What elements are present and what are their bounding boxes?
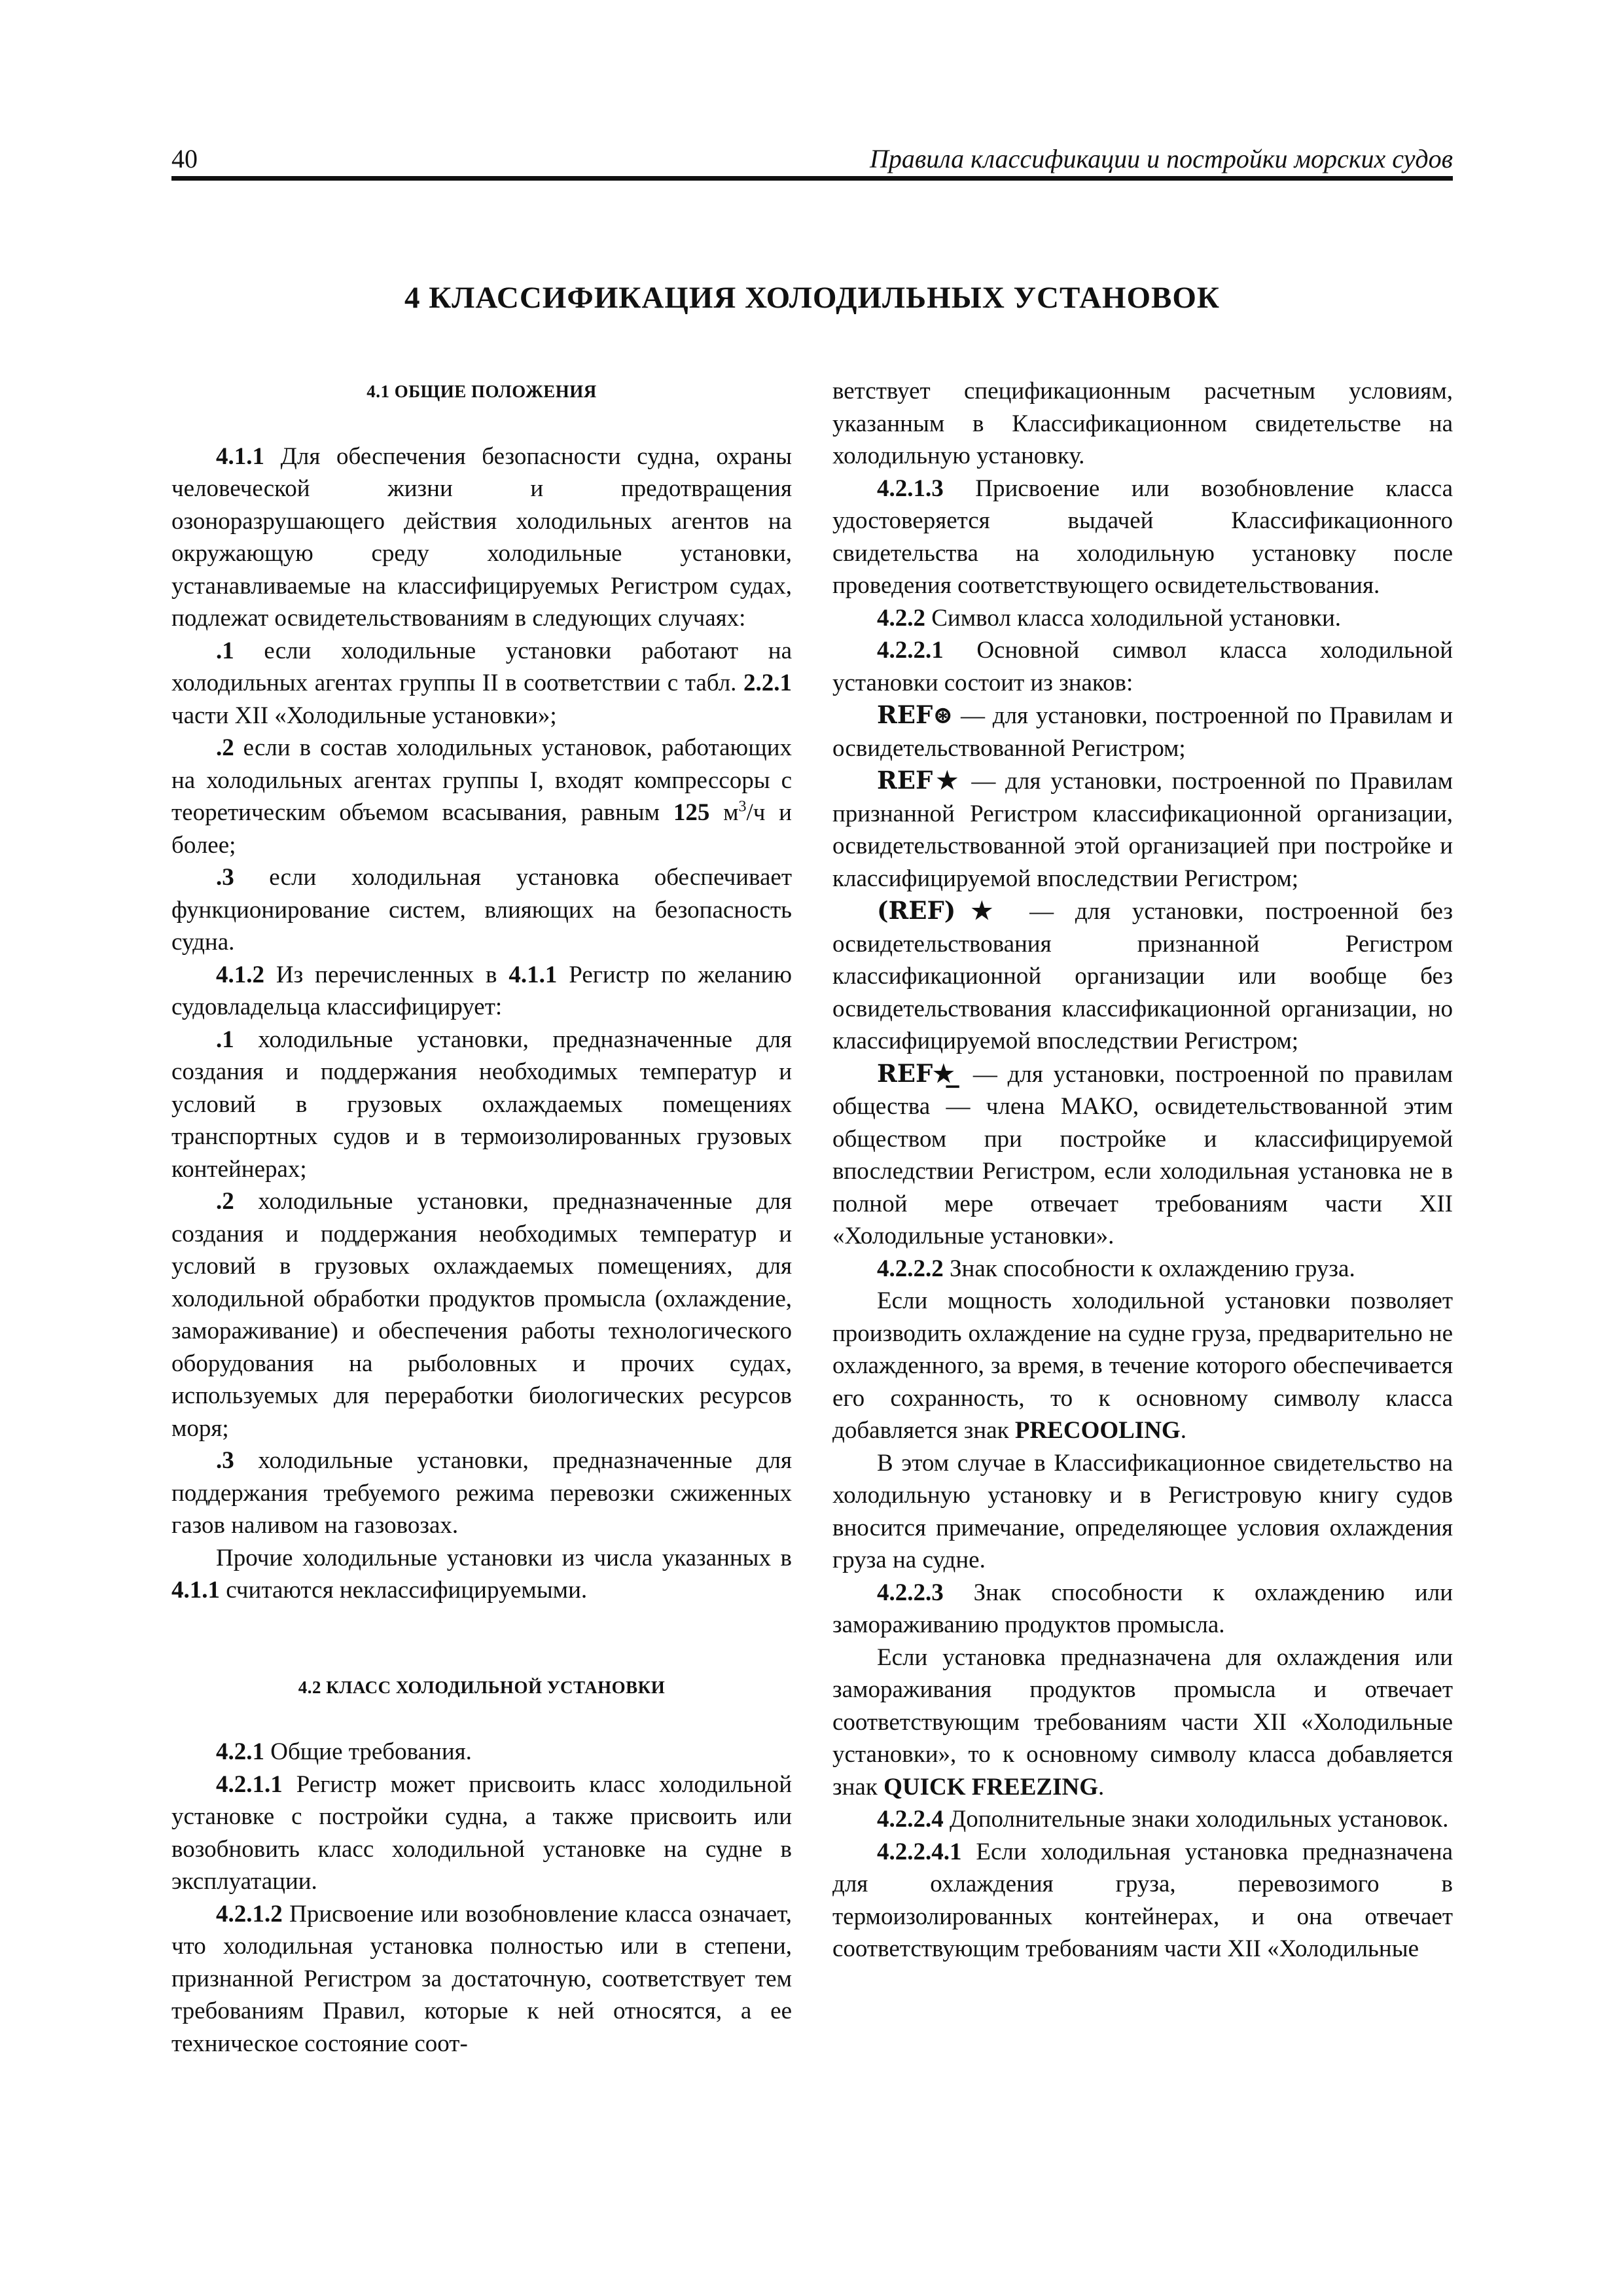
paragraph-4-2-2: 4.2.2 Символ класса холодильной установки. (877, 604, 1341, 632)
class-symbol-ref-paren-star: (REF)★ — для установки, построенной без освидетельствования признанной Регистром классификационной организации или вообще без освидетельствования классификационной организации, но классифицируемой впоследствии Регистром; (832, 896, 1453, 1054)
paragraph-4-2-2-4: 4.2.2.4 Дополнительные знаки холодильных установок. (877, 1806, 1449, 1833)
paragraph-precooling-note: В этом случае в Классификационное свидетельство на холодильную установку и в Регистровую книгу судов вносится примечание, определяющее условия охлаждения груза на судне. (832, 1449, 1453, 1573)
section-heading-4-1: 4.1 ОБЩИЕ ПОЛОЖЕНИЯ (366, 382, 597, 401)
paragraph-precooling: Если мощность холодильной установки позволяет производить охлаждение на судне груза, предварительно не охлажденного, за время, в течение которого обеспечивается его сохранность, то к основному символу класса добавляется знак PRECOOLING. (832, 1287, 1453, 1444)
paragraph-4-2-1-2: 4.2.1.2 Присвоение или возобновление класса означает, что холодильная установка полностью или в степени, признанной Регистром за достаточную, соответствует тем требованиям Правил, которые к ней относятся, а ее техническое состояние соот- (171, 1900, 792, 2057)
paragraph-4-2-1: 4.2.1 Общие требования. (216, 1738, 472, 1765)
class-symbol-ref-star: REF★ — для установки, построенной по Правилам признанной Регистром классификационной организации, освидетельствованной этой организацией при постройке и классифицируемой впоследствии Регистром; (832, 766, 1453, 892)
left-column (171, 376, 792, 2060)
paragraph-4-1-2: 4.1.2 Из перечисленных в 4.1.1 Регистр по желанию судовладельца классифицирует: (171, 961, 792, 1020)
header-rule (171, 176, 1453, 181)
list-item: .2 если в состав холодильных установок, работающих на холодильных агентах группы I, входят компрессоры с теоретическим объемом всасывания, равным 125 $м^3/ч$ и более; (171, 734, 792, 859)
paragraph-4-1-1: 4.1.1 Для обеспечения безопасности судна, охраны человеческой жизни и предотвращения озоноразрушающего действия холодильных агентов на окружающую среду холодильные установки, устанавливаемые на классифицируемых Регистром судах, подлежат освидетельствованиям в следующих случаях: (171, 442, 792, 632)
list-item: .3 холодильные установки, предназначенные для поддержания требуемого режима перевозки сжиженных газов наливом на газовозах. (171, 1447, 792, 1539)
page-number: 40 (171, 144, 198, 173)
list-item: .1 если холодильные установки работают на холодильных агентах группы II в соответствии с табл. 2.2.1 части XII «Холодильные установки»; (171, 637, 792, 729)
section-heading-4-2: 4.2 КЛАСС ХОЛОДИЛЬНОЙ УСТАНОВКИ (298, 1677, 666, 1697)
paragraph-4-2-1-3: 4.2.1.3 Присвоение или возобновление класса удостоверяется выдачей Классификационного свидетельства на холодильную установку после проведения соответствующего освидетельствования. (832, 475, 1453, 599)
list-item: .1 холодильные установки, предназначенные для создания и поддержания необходимых температур и условий в грузовых охлаждаемых помещениях транспортных судов и в термоизолированных грузовых контейнерах; (171, 1026, 792, 1183)
paragraph-4-2-2-4-1: 4.2.2.4.1 Если холодильная установка предназначена для охлаждения груза, перевозимого в термоизолированных контейнерах, и она отвечает соответствующим требованиям части XII «Холодильные (832, 1838, 1453, 1962)
list-item: .3 если холодильная установка обеспечивает функционирование систем, влияющих на безопасность судна. (171, 864, 792, 956)
list-item: .2 холодильные установки, предназначенные для создания и поддержания необходимых температур и условий в грузовых охлаждаемых помещениях, для холодильной обработки продуктов промысла (охлаждение, замораживание) и обеспечения работы технологического оборудования на рыболовных и прочих судах, используемых для переработки биологических ресурсов моря; (171, 1188, 792, 1442)
chapter-title: 4 КЛАССИФИКАЦИЯ ХОЛОДИЛЬНЫХ УСТАНОВОК (404, 281, 1221, 315)
paragraph-4-2-2-1: 4.2.2.1 Основной символ класса холодильной установки состоит из знаков: (832, 637, 1453, 696)
running-title: Правила классификации и постройки морских судов (869, 144, 1453, 173)
paragraph-other: Прочие холодильные установки из числа указанных в 4.1.1 считаются неклассифицируемыми. (171, 1544, 792, 1604)
running-header (171, 145, 1453, 178)
paragraph-quick-freezing: Если установка предназначена для охлаждения или замораживания продуктов промысла и отвечает соответствующим требованиям части XII «Холодильные установки», то к основному символу класса добавляется знак QUICK FREEZING. (832, 1643, 1453, 1801)
paragraph-4-2-1-1: 4.2.1.1 Регистр может присвоить класс холодильной установке с постройки судна, а также присвоить или возобновить класс холодильной установке на судне в эксплуатации. (171, 1770, 792, 1895)
class-symbol-ref-underline-star: REF★̲ — для установки, построенной по правилам общества — члена МАКО, освидетельствованной этим обществом при постройке и классифицируемой впоследствии Регистром, если холодильная установка не в полной мере отвечает требованиям части XII «Холодильные установки». (832, 1058, 1454, 1249)
paragraph-continuation: ветствует спецификационным расчетным условиям, указанным в Классификационном свидетельстве на холодильную установку. (832, 378, 1453, 469)
paragraph-4-2-2-3: 4.2.2.3 Знак способности к охлаждению или замораживанию продуктов промысла. (832, 1579, 1453, 1638)
right-column (832, 375, 1453, 1965)
class-symbol-ref-ring: REF⊛ — для установки, построенной по Правилам и освидетельствованной Регистром; (832, 700, 1453, 762)
paragraph-4-2-2-2: 4.2.2.2 Знак способности к охлаждению груза. (877, 1255, 1355, 1282)
